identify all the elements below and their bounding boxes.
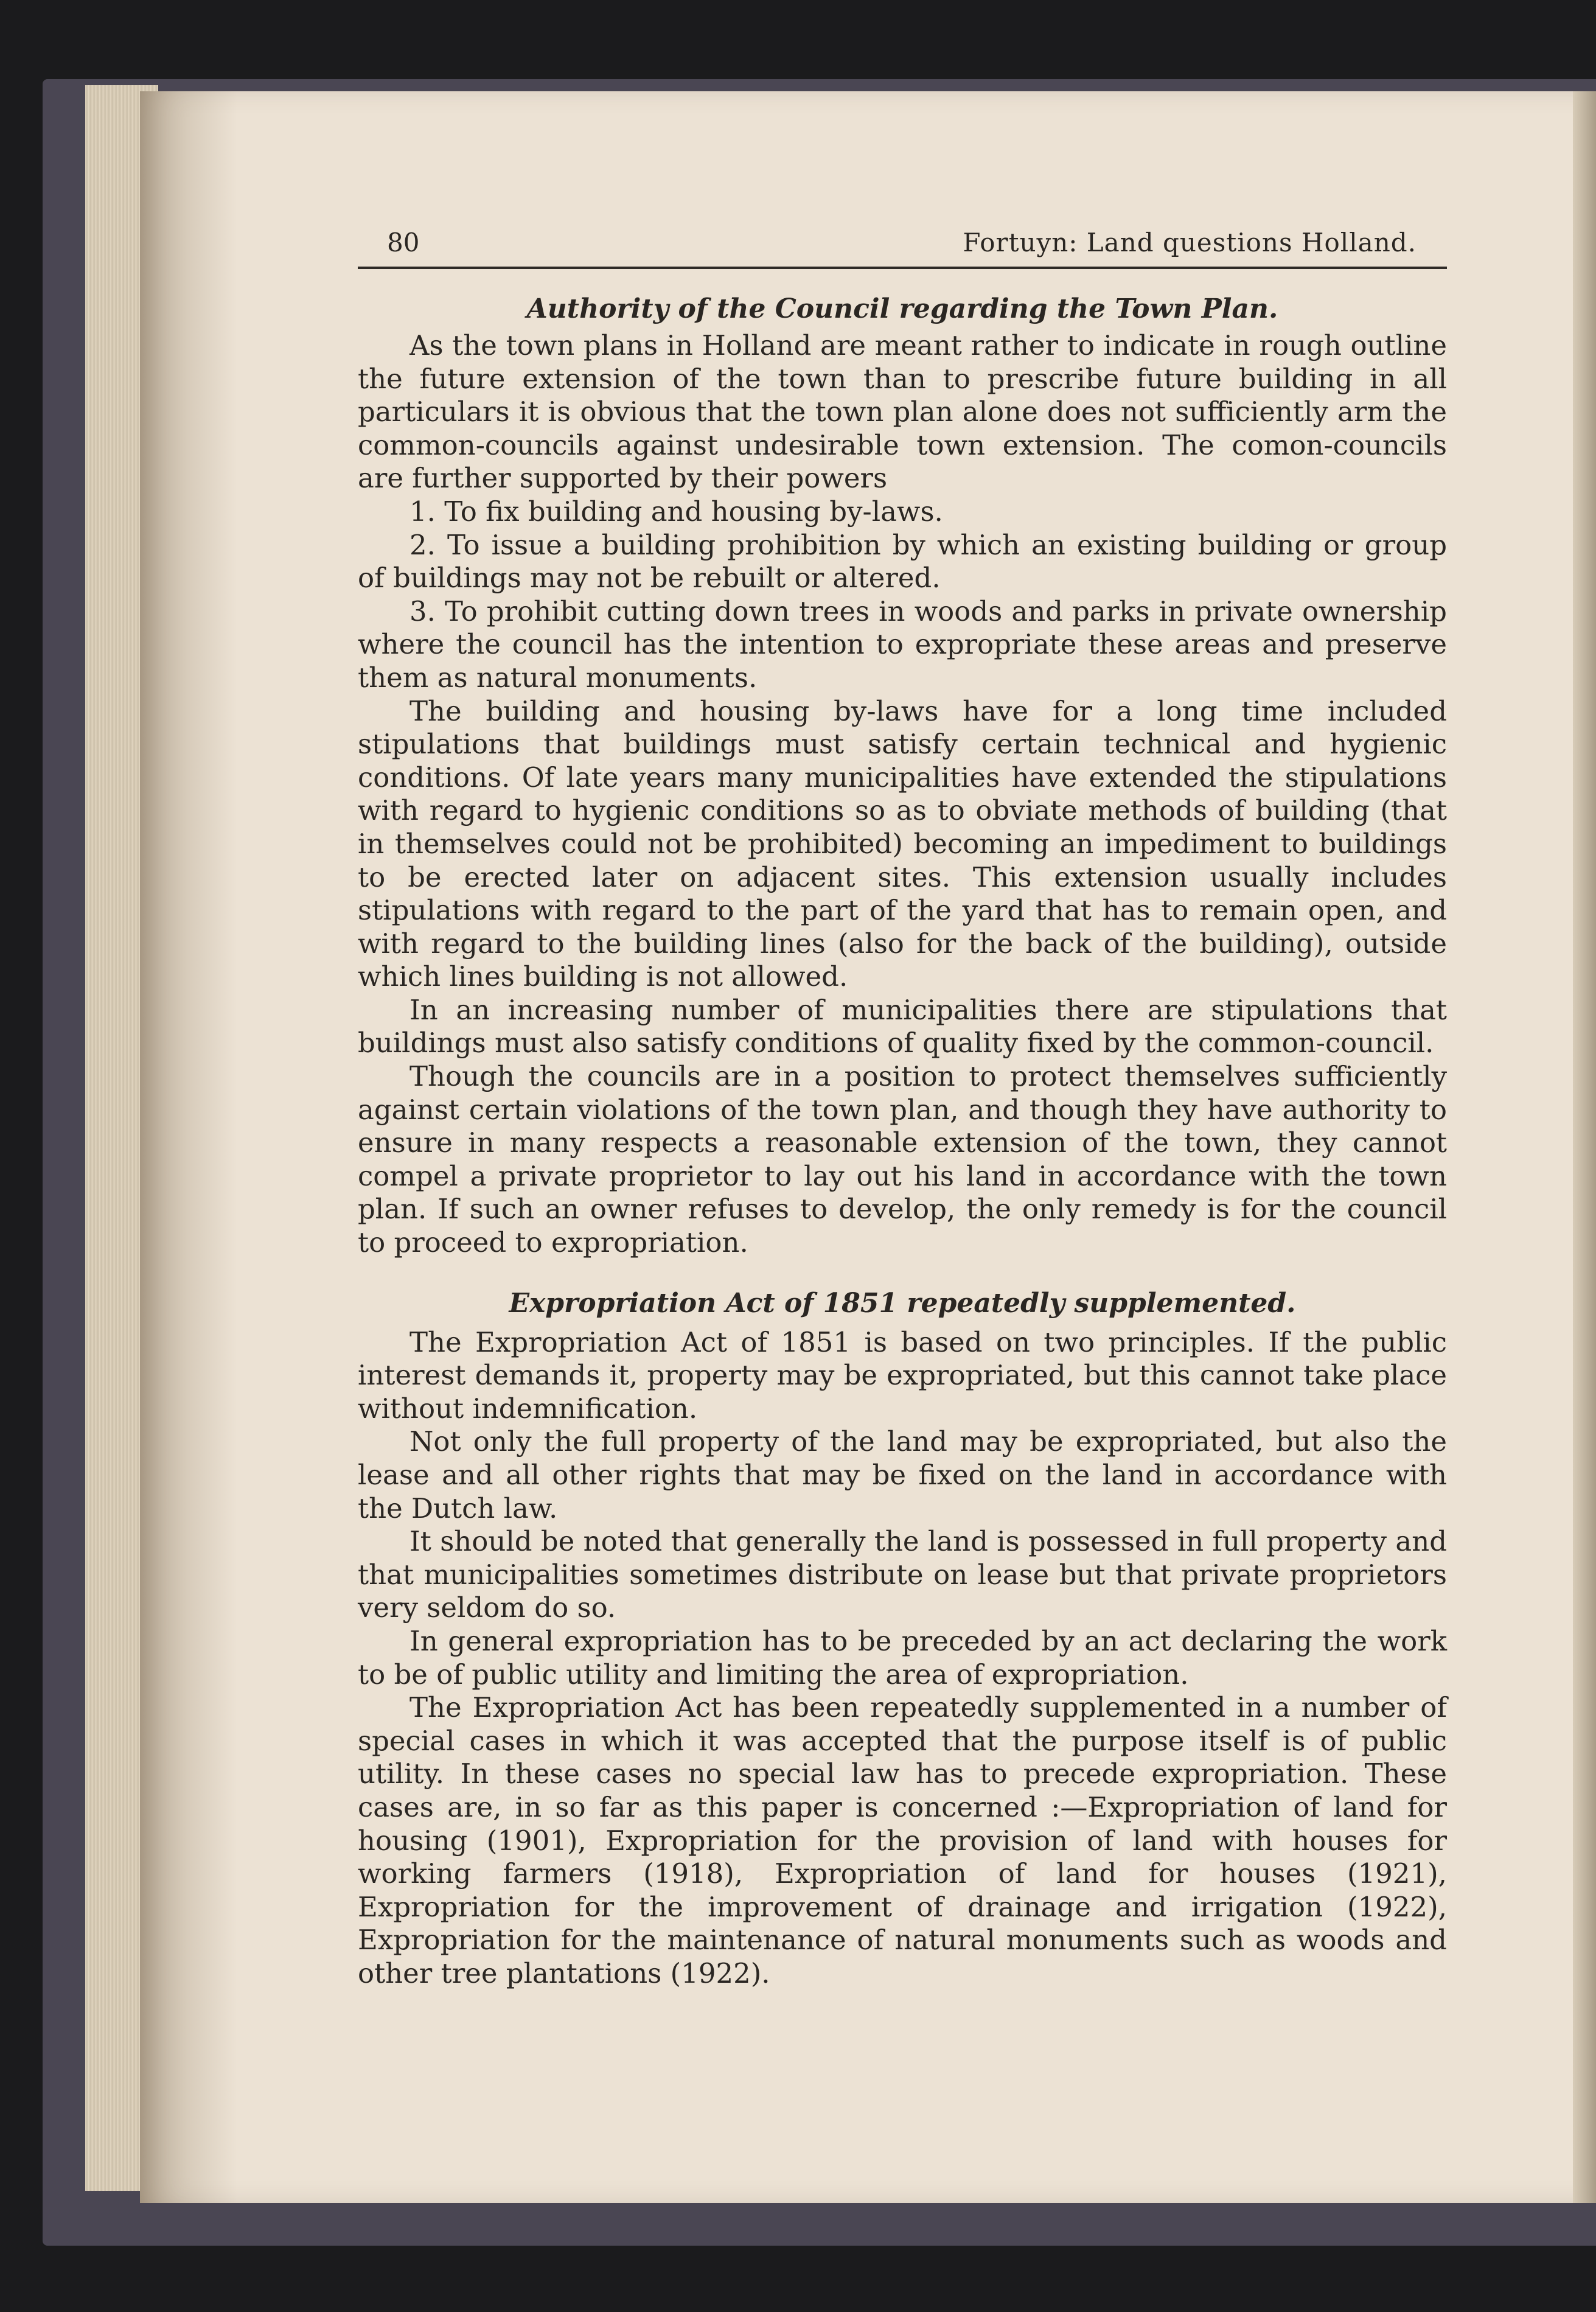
page-right-edge [1573,91,1596,2203]
list-item: 1. To fix building and housing by-laws. [409,495,943,528]
running-head [358,224,1447,269]
section-heading: Authority of the Council regarding the Town Plan. [526,293,1278,324]
gutter-shadow [140,91,237,2203]
running-title: Fortuyn: Land questions Holland. [963,228,1417,257]
paragraph: Not only the full property of the land may be expropriated, but also the lease and all other rights that may be fixed on the land in accordance with the Dutch law. [358,1425,1447,1524]
paragraph: The Expropriation Act has been repeatedly supplemented in a number of special cases in which it was accepted that the purpose itself is of public utility. In these cases no special law has to precede expropriation. These cases are, in so far as this paper is concerned :—Expropriation of land for housing (1901), Expropriation for the provision of land with houses for working farmers (1918), Expropriation of land for houses (1921), Expropriation for the improvement of drainage and irrigation (1922), Expropriation for the maintenance of natural monuments such as woods and other tree plantations (1922). [358,1691,1447,1989]
section-town-plan [358,293,1447,1260]
paragraph: The building and housing by-laws have for a long time included stipulations that buildings must satisfy certain technical and hygienic conditions. Of late years many municipalities have extended the stipulations with regard to hygienic conditions so as to obviate methods of building (that in themselves could not be prohibited) becoming an impediment to buildings to be erected later on adjacent sites. This extension usually includes stipulations with regard to the part of the yard that has to remain open, and with regard to the building lines (also for the back of the building), outside which lines building is not allowed. [358,694,1447,993]
paragraph: As the town plans in Holland are meant rather to indicate in rough outline the future extension of the town than to prescribe future building in all particulars it is obvious that the town plan alone does not sufficiently arm the common-councils against undesirable town extension. The comon-councils are further supported by their powers [358,329,1447,495]
page-content [358,224,1447,1991]
list-item: 2. To issue a building prohibition by which an existing building or group of buildings may not be rebuilt or altered. [358,528,1447,595]
paragraph: In an increasing number of municipalities there are stipulations that buildings must also satisfy conditions of quality fixed by the common-council. [358,993,1447,1060]
paragraph: The Expropriation Act of 1851 is based on two principles. If the public interest demands it, property may be expropriated, but this cannot take place without indemnification. [358,1325,1447,1425]
section-expropriation-act [358,1288,1447,1991]
paragraph: It should be noted that generally the land is possessed in full property and that municipalities sometimes distribute on lease but that private proprietors very seldom do so. [358,1525,1447,1624]
paragraph: In general expropriation has to be preceded by an act declaring the work to be of public utility and limiting the area of expropriation. [358,1624,1447,1691]
paragraph: Though the councils are in a position to protect themselves sufficiently against certain violations of the town plan, and though they have authority to ensure in many respects a reasonable extension of the town, they cannot compel a private proprietor to lay out his land in accordance with the town plan. If such an owner refuses to develop, the only remedy is for the council to proceed to expropriation. [358,1060,1447,1259]
page-number: 80 [387,228,420,257]
list-item: 3. To prohibit cutting down trees in woods and parks in private ownership where the council has the intention to expropriate these areas and preserve them as natural monuments. [358,595,1447,694]
section-heading: Expropriation Act of 1851 repeatedly supplemented. [509,1287,1296,1319]
